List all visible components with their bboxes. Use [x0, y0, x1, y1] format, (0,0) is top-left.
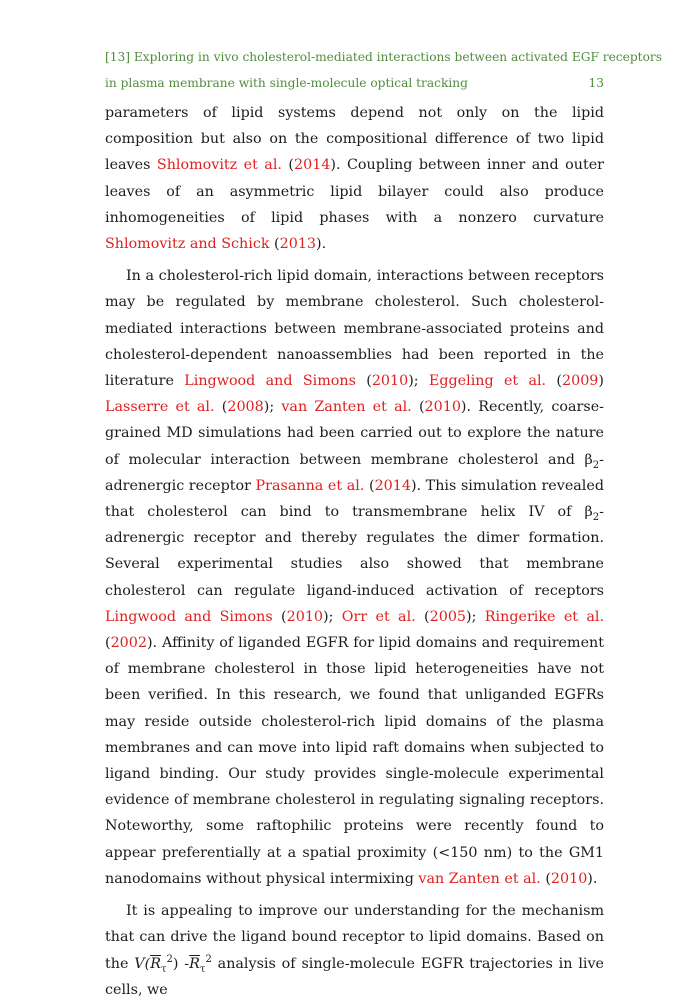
text: parameters of lipid systems depend not only on the lipid composition but also on the compositional difference of two lipid leaves [105, 105, 604, 174]
citation-link[interactable]: van Zanten et al. [418, 870, 541, 887]
text: ( [364, 477, 375, 494]
citation-year-link[interactable]: 2009 [562, 373, 599, 390]
citation-year-link[interactable]: 2002 [110, 635, 147, 652]
text: ( [105, 635, 111, 652]
citation-year-link[interactable]: 2013 [279, 236, 317, 253]
citation-year-link[interactable]: 2010 [550, 870, 588, 887]
text: ( [415, 608, 430, 625]
citation-link[interactable]: Lingwood and Simons [105, 608, 273, 625]
page-number: 13 [588, 76, 604, 90]
text: ). [316, 236, 327, 253]
text: analysis of single-molecule EGFR trajectories in live cells, we [105, 955, 604, 998]
text: It is appealing to improve our understanding for the mechanism that can drive the ligand bound receptor to lipid domains. Based on the [105, 903, 604, 972]
math-mean-r: $\overline{R}$ [189, 955, 200, 972]
citation-link[interactable]: Ringerike et al. [484, 608, 605, 625]
math-superscript: 2 [166, 953, 173, 965]
text: ( [540, 870, 551, 887]
header-title-line-1: [13] Exploring in vivo cholesterol-mediated interactions between activated EGF receptors [105, 50, 662, 64]
subscript: 2 [592, 511, 600, 523]
citation-year-link[interactable]: 2010 [286, 608, 324, 625]
math-subscript-tau: τ [160, 963, 167, 975]
citation-year-link[interactable]: 2014 [294, 157, 331, 174]
text: ). This simulation revealed that cholesterol can bind to transmembrane helix IV of β [105, 477, 604, 521]
text: ). [587, 870, 598, 887]
citation-link[interactable]: Shlomovitz et al. [156, 157, 282, 174]
paragraph-1 [105, 100, 604, 257]
math-superscript: 2 [205, 953, 212, 965]
text: ( [269, 236, 280, 253]
citation-link[interactable]: van Zanten et al. [281, 399, 412, 416]
text: -adrenergic receptor [105, 451, 604, 494]
text: In a cholesterol-rich lipid domain, interactions between receptors may be regulated by membrane cholesterol. Such cholesterol-mediated interactions between membrane-associated proteins and cholesterol-dependent nanoassemblies had been reported in the literature [105, 268, 604, 390]
text: ). Coupling between inner and outer leaves of an asymmetric lipid bilayer could also produce inhomogeneities of lipid phases with a nonzero curvature [105, 157, 604, 226]
citation-year-link[interactable]: 2014 [374, 477, 411, 494]
text: ( [546, 373, 563, 390]
citation-link[interactable]: Shlomovitz and Schick [105, 236, 270, 253]
citation-year-link[interactable]: 2005 [429, 608, 467, 625]
citation-link[interactable]: Eggeling et al. [428, 373, 547, 390]
paragraph-3 [105, 898, 604, 1003]
text: ( [355, 373, 372, 390]
citation-year-link[interactable]: 2010 [371, 373, 409, 390]
text: ); [466, 608, 485, 625]
text: ( [411, 399, 425, 416]
math-subscript-tau: τ [199, 963, 206, 975]
text: ). Recently, coarse-grained MD simulations had been carried out to explore the nature of molecular interaction between membrane cholesterol and β [105, 399, 605, 468]
text: ); [263, 399, 282, 416]
body-text [105, 100, 604, 1003]
citation-link[interactable]: Prasanna et al. [255, 477, 365, 494]
citation-link[interactable]: Lasserre et al. [105, 399, 215, 416]
text: ); [408, 373, 429, 390]
math-mean-r: $\overline{R}$ [150, 955, 161, 972]
text: ( [214, 399, 228, 416]
math-separator: ) - [172, 955, 190, 972]
citation-link[interactable]: Orr et al. [341, 608, 416, 625]
citation-link[interactable]: Lingwood and Simons [184, 373, 356, 390]
citation-year-link[interactable]: 2010 [424, 399, 461, 416]
text: -adrenergic receptor and thereby regulates the dimer formation. Several experimental studies also showed that membrane cholesterol can regulate ligand-induced activation of receptors [105, 504, 604, 599]
subscript: 2 [592, 459, 600, 471]
text: ). Affinity of liganded EGFR for lipid domains and requirement of membrane cholesterol in those lipid heterogeneities have not been verified. In this research, we found that unliganded EGFRs may reside outside cholesterol-rich lipid domains of the plasma membranes and can move into lipid raft domains when subjected to ligand binding. Our study provides single-molecule experimental evidence of membrane cholesterol in regulating signaling receptors. Noteworthy, some raftophilic proteins were recently found to appear preferentially at a spatial proximity (<150 nm) to the GM1 nanodomains without physical intermixing [105, 635, 604, 887]
text: ( [281, 157, 294, 174]
header-title-line-2: in plasma membrane with single-molecule optical tracking [105, 76, 468, 90]
text: ); [323, 608, 342, 625]
text: ) [598, 373, 604, 390]
text: ( [272, 608, 287, 625]
citation-year-link[interactable]: 2008 [227, 399, 264, 416]
running-header [105, 44, 662, 96]
math-variance: V( [134, 955, 151, 972]
paragraph-2 [105, 263, 604, 892]
